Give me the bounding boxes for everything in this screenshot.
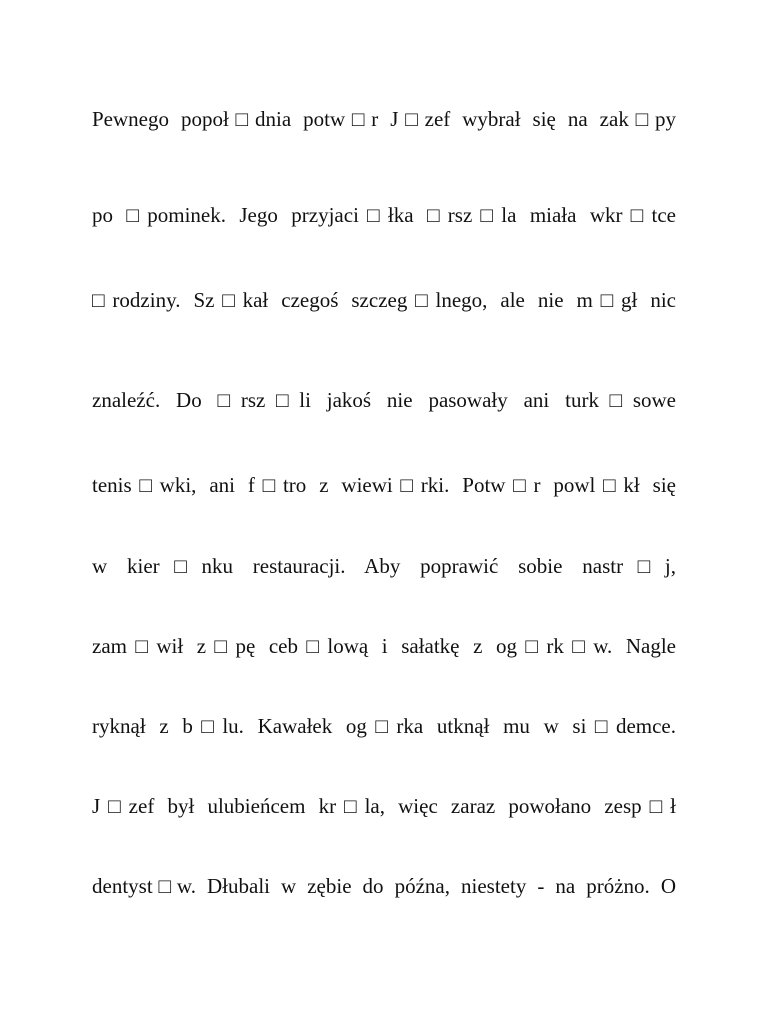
text-line-1: Pewnego popoł□dnia potw□r J□zef wybrał się na zak□py xyxy=(92,107,676,131)
text-line-8: ryknął z b□lu. Kawałek og□rka utknął mu w si□demce. xyxy=(92,714,676,738)
text-line-9: J□zef był ulubieńcem kr□la, więc zaraz powołano zesp□ł xyxy=(92,794,676,818)
text-line-6: w kier□nku restauracji. Aby poprawić sobie nastr□j, xyxy=(92,554,676,578)
text-line-3: □rodziny. Sz□kał czegoś szczeg□lnego, ale nie m□gł nic xyxy=(92,288,676,312)
text-line-5: tenis□wki, ani f□tro z wiewi□rki. Potw□r powl□kł się xyxy=(92,473,676,497)
text-line-2: po □pominek. Jego przyjaci□łka □rsz□la miała wkr□tce xyxy=(92,203,676,227)
text-line-7: zam□wił z□pę ceb□lową i sałatkę z og□rk□w. Nagle xyxy=(92,634,676,658)
text-line-10: dentyst□w. Dłubali w zębie do późna, niestety - na próżno. O xyxy=(92,874,676,898)
text-line-4: znaleźć. Do □rsz□li jakoś nie pasowały ani turk□sowe xyxy=(92,388,676,412)
